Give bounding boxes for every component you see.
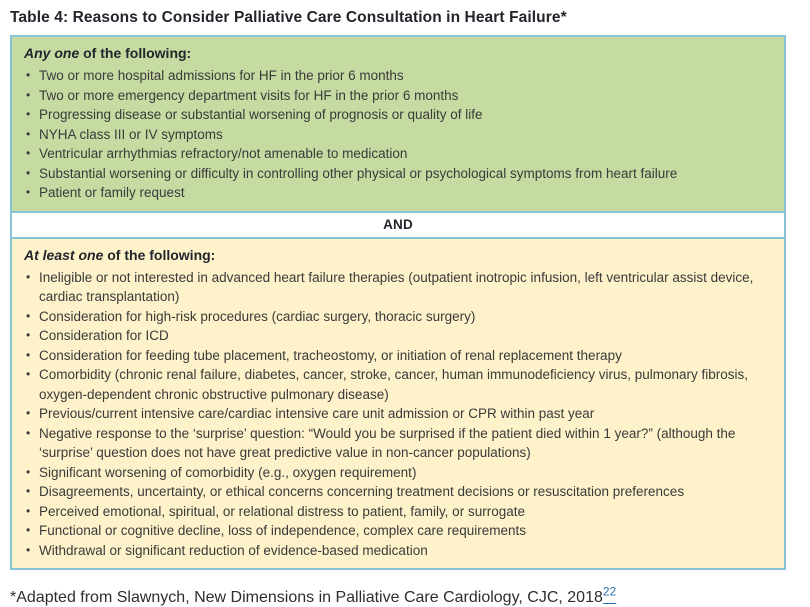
any-one-heading (24, 43, 772, 63)
any-one-heading-rest: of the following: (79, 45, 192, 61)
list-item: • Ventricular arrhythmias refractory/not amenable to medication (24, 144, 772, 164)
at-least-one-section (10, 239, 786, 571)
list-item: • Consideration for high-risk procedures (cardiac surgery, thoracic surgery) (24, 307, 772, 327)
any-one-list (24, 66, 772, 203)
at-least-one-heading-rest: of the following: (103, 246, 216, 263)
list-item: • Substantial worsening or difficulty in controlling other physical or psychological symptoms from heart failure (24, 164, 772, 184)
list-item: • Withdrawal or significant reduction of evidence-based medication (24, 541, 772, 561)
at-least-one-heading (24, 245, 772, 265)
footnote-text: *Adapted from Slawnych, New Dimensions in Palliative Care Cardiology, CJC, 2018 (10, 589, 603, 606)
any-one-section (10, 35, 786, 213)
list-item: • Disagreements, uncertainty, or ethical concerns concerning treatment decisions or resuscitation preferences (24, 482, 772, 502)
list-item: • Ineligible or not interested in advanced heart failure therapies (outpatient inotropic infusion, left ventricular assist device, cardiac transplantation) (24, 268, 772, 307)
list-item: • Two or more hospital admissions for HF in the prior 6 months (24, 66, 772, 86)
list-item: • Progressing disease or substantial worsening of prognosis or quality of life (24, 105, 772, 125)
at-least-one-list (24, 268, 772, 561)
and-connector-label: AND (383, 217, 413, 232)
and-connector-row (10, 213, 786, 239)
list-item: • Significant worsening of comorbidity (e.g., oxygen requirement) (24, 463, 772, 483)
palliative-care-criteria-table (10, 35, 786, 570)
list-item: • Consideration for ICD (24, 326, 772, 346)
list-item: • Patient or family request (24, 183, 772, 203)
any-one-heading-emphasis: Any one (24, 45, 80, 61)
list-item: • NYHA class III or IV symptoms (24, 125, 772, 145)
at-least-one-heading-emphasis: At least one (24, 246, 104, 263)
list-item: • Previous/current intensive care/cardiac intensive care unit admission or CPR within past year (24, 404, 772, 424)
list-item: • Functional or cognitive decline, loss of independence, complex care requirements (24, 521, 772, 541)
reference-superscript: 22 (602, 584, 617, 599)
list-item: • Two or more emergency department visits for HF in the prior 6 months (24, 86, 772, 106)
list-item: • Consideration for feeding tube placement, tracheostomy, or initiation of renal replacement therapy (24, 346, 772, 366)
list-item: • Negative response to the ‘surprise’ question: “Would you be surprised if the patient died within 1 year?” (although the ‘surprise’ question does not have great predictive value in non-cancer populations) (24, 424, 772, 463)
table-title: Table 4: Reasons to Consider Palliative Care Consultation in Heart Failure* (10, 9, 567, 26)
list-item: • Perceived emotional, spiritual, or relational distress to patient, family, or surrogate (24, 502, 772, 522)
list-item: • Comorbidity (chronic renal failure, diabetes, cancer, stroke, cancer, human immunodeficiency virus, pulmonary fibrosis, oxygen-dependent chronic obstructive pulmonary disease) (24, 365, 772, 404)
